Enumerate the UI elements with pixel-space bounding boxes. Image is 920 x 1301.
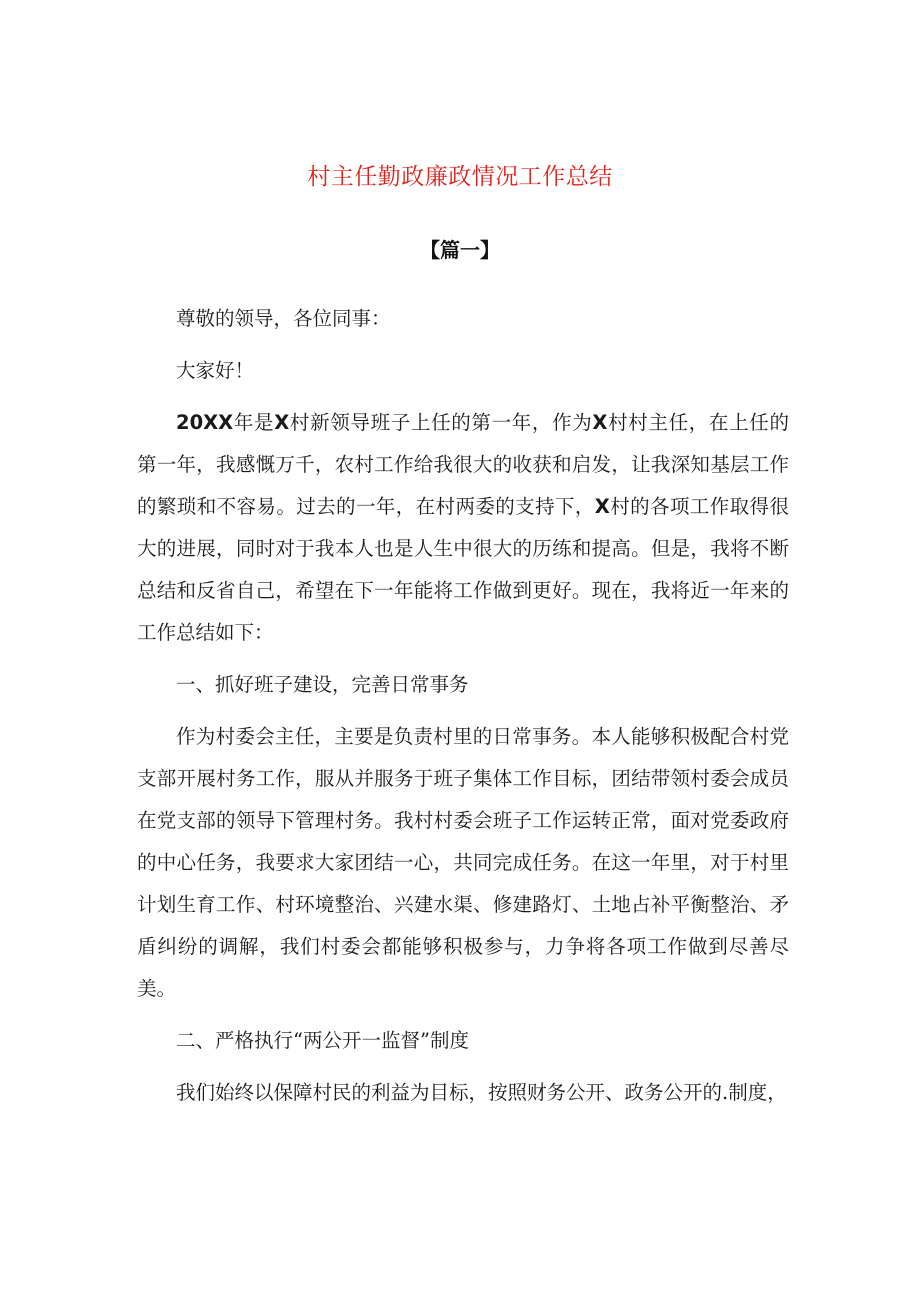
document-body [137, 298, 789, 1124]
intro-part-1: 年是 [233, 411, 275, 434]
intro-part-2: 村新领导班子上任的第一年，作为 [289, 411, 593, 434]
intro-paragraph [137, 402, 789, 654]
section-mark: 【篇一】 [420, 238, 500, 262]
salutation: 尊敬的领导，各位同事： [176, 307, 391, 330]
section-heading-2: 二、严格执行“两公开一监督”制度 [176, 1029, 469, 1052]
intro-part-4: 村的各项工作取得很大的进展，同时对于我本人也是人生中很大的历练和提高。但是，我将不断总结和反省自己，希望在下一年能将工作做到更好。现在，我将近一年来的工作总结如下： [137, 495, 789, 644]
x-token-3: X [594, 495, 610, 518]
document-title: 村主任勤政廉政情况工作总结 [307, 164, 613, 190]
section-heading-1: 一、抓好班子建设，完善日常事务 [176, 673, 469, 696]
year-token: 20XX [176, 411, 234, 434]
paragraph-2: 我们始终以保障村民的利益为目标，按照财务公开、政务公开的.制度， [176, 1081, 787, 1104]
greeting: 大家好！ [176, 359, 255, 382]
x-token-2: X [592, 411, 608, 434]
x-token-1: X [274, 411, 290, 434]
intro-part-3: 村村主任，在上任的第一年，我感慨万千，农村工作给我很大的收获和启发，让我深知基层工作的繁琐和不容易。过去的一年，在村两委的支持下， [137, 411, 789, 518]
paragraph-1: 作为村委会主任，主要是负责村里的日常事务。本人能够积极配合村党支部开展村务工作，服从并服务于班子集体工作目标，团结带领村委会成员在党支部的领导下管理村务。我村村委会班子工作运转正常，面对党委政府的中心任务，我要求大家团结一心，共同完成任务。在这一年里，对于村里计划生育工作、村环境整治、兴建水渠、修建路灯、土地占补平衡整治、矛盾纠纷的调解，我们村委会都能够积极参与，力争将各项工作做到尽善尽美。 [137, 725, 789, 1000]
